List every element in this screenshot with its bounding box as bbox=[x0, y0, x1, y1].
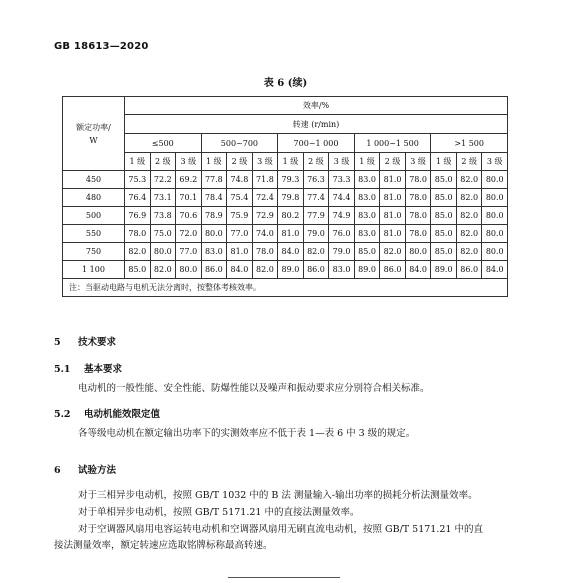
efficiency-cell: 76.3 bbox=[303, 171, 329, 189]
efficiency-cell: 80.0 bbox=[176, 261, 202, 279]
efficiency-table bbox=[62, 96, 508, 297]
efficiency-cell: 78.9 bbox=[201, 207, 227, 225]
efficiency-cell: 82.0 bbox=[380, 243, 406, 261]
efficiency-cell: 85.0 bbox=[354, 243, 380, 261]
efficiency-cell: 85.0 bbox=[431, 243, 457, 261]
efficiency-cell: 77.8 bbox=[201, 171, 227, 189]
power-header-line: W bbox=[89, 135, 98, 145]
grade-header: 1 级 bbox=[125, 153, 151, 171]
efficiency-cell: 85.0 bbox=[431, 225, 457, 243]
efficiency-cell: 84.0 bbox=[482, 261, 508, 279]
efficiency-cell: 72.9 bbox=[252, 207, 278, 225]
power-cell: 480 bbox=[63, 189, 125, 207]
section-title: 电动机能效限定值 bbox=[84, 409, 161, 420]
section-number: 5.1 bbox=[54, 364, 71, 375]
speed-range-header: ≤500 bbox=[125, 134, 202, 153]
efficiency-cell: 76.0 bbox=[329, 225, 355, 243]
efficiency-cell: 81.0 bbox=[278, 225, 304, 243]
efficiency-cell: 69.2 bbox=[176, 171, 202, 189]
efficiency-cell: 89.0 bbox=[278, 261, 304, 279]
efficiency-cell: 78.0 bbox=[405, 207, 431, 225]
grade-header: 1 级 bbox=[354, 153, 380, 171]
efficiency-cell: 82.0 bbox=[150, 261, 176, 279]
efficiency-cell: 78.0 bbox=[125, 225, 151, 243]
efficiency-cell: 82.0 bbox=[252, 261, 278, 279]
power-cell: 550 bbox=[63, 225, 125, 243]
efficiency-cell: 85.0 bbox=[125, 261, 151, 279]
grade-header: 2 级 bbox=[380, 153, 406, 171]
efficiency-cell: 85.0 bbox=[431, 207, 457, 225]
efficiency-cell: 74.8 bbox=[227, 171, 253, 189]
table-note-row bbox=[63, 279, 508, 297]
section-6-text-3-line-2: 接法测量效率，额定转速应选取铭牌标称最高转速。 bbox=[54, 540, 273, 551]
efficiency-cell: 81.0 bbox=[380, 171, 406, 189]
efficiency-cell: 75.9 bbox=[227, 207, 253, 225]
section-6-text-1: 对于三相异步电动机，按照 GB/T 1032 中的 B 法 测量输入-输出功率的损耗分析法测量效率。 bbox=[78, 490, 478, 501]
section-number: 6 bbox=[54, 465, 61, 476]
efficiency-cell: 80.0 bbox=[405, 243, 431, 261]
efficiency-cell: 83.0 bbox=[354, 207, 380, 225]
efficiency-cell: 82.0 bbox=[303, 243, 329, 261]
speed-range-header: >1 500 bbox=[431, 134, 508, 153]
section-title: 技术要求 bbox=[78, 337, 117, 348]
efficiency-cell: 74.9 bbox=[329, 207, 355, 225]
power-cell: 1 100 bbox=[63, 261, 125, 279]
grade-header: 3 级 bbox=[482, 153, 508, 171]
section-6-text-2: 对于单相异步电动机，按照 GB/T 5171.21 中的直接法测量效率。 bbox=[78, 507, 360, 518]
table-row bbox=[63, 261, 508, 279]
efficiency-cell: 89.0 bbox=[431, 261, 457, 279]
efficiency-cell: 72.0 bbox=[176, 225, 202, 243]
efficiency-cell: 71.8 bbox=[252, 171, 278, 189]
efficiency-cell: 73.1 bbox=[150, 189, 176, 207]
efficiency-cell: 80.0 bbox=[201, 225, 227, 243]
grade-header: 1 级 bbox=[278, 153, 304, 171]
efficiency-cell: 76.4 bbox=[125, 189, 151, 207]
grade-header: 1 级 bbox=[431, 153, 457, 171]
efficiency-cell: 70.1 bbox=[176, 189, 202, 207]
efficiency-cell: 74.4 bbox=[329, 189, 355, 207]
efficiency-cell: 89.0 bbox=[354, 261, 380, 279]
efficiency-cell: 84.0 bbox=[278, 243, 304, 261]
efficiency-cell: 86.0 bbox=[303, 261, 329, 279]
efficiency-cell: 80.0 bbox=[482, 189, 508, 207]
efficiency-cell: 81.0 bbox=[227, 243, 253, 261]
power-column-header bbox=[63, 97, 125, 171]
section-5-2-text: 各等级电动机在额定输出功率下的实测效率应不低于表 1—表 6 中 3 级的规定。 bbox=[78, 428, 416, 439]
efficiency-cell: 73.3 bbox=[329, 171, 355, 189]
speed-range-header: 1 000~1 500 bbox=[354, 134, 431, 153]
efficiency-cell: 83.0 bbox=[354, 225, 380, 243]
power-cell: 450 bbox=[63, 171, 125, 189]
efficiency-cell: 86.0 bbox=[380, 261, 406, 279]
efficiency-cell: 82.0 bbox=[125, 243, 151, 261]
efficiency-cell: 80.0 bbox=[482, 225, 508, 243]
grade-header: 2 级 bbox=[303, 153, 329, 171]
efficiency-cell: 73.8 bbox=[150, 207, 176, 225]
section-6-text-3 bbox=[54, 522, 538, 554]
efficiency-cell: 86.0 bbox=[201, 261, 227, 279]
efficiency-cell: 76.9 bbox=[125, 207, 151, 225]
section-5-2-heading bbox=[54, 406, 160, 420]
table-title: 表 6 (续) bbox=[263, 78, 308, 89]
efficiency-cell: 86.0 bbox=[456, 261, 482, 279]
efficiency-cell: 78.0 bbox=[405, 225, 431, 243]
speed-range-header: 500~700 bbox=[201, 134, 278, 153]
speed-range-header: 700~1 000 bbox=[278, 134, 355, 153]
efficiency-cell: 85.0 bbox=[431, 171, 457, 189]
section-6-text-3-line-1: 对于空调器风扇用电容运转电动机和空调器风扇用无刷直流电动机，按照 GB/T 5171.21 中的直 bbox=[78, 524, 483, 535]
efficiency-cell: 85.0 bbox=[431, 189, 457, 207]
section-5-heading bbox=[54, 334, 116, 348]
speed-header: 转速 (r/min) bbox=[125, 115, 508, 134]
efficiency-cell: 78.0 bbox=[252, 243, 278, 261]
efficiency-header: 效率/% bbox=[125, 97, 508, 115]
section-title: 基本要求 bbox=[84, 364, 123, 375]
efficiency-cell: 80.0 bbox=[482, 207, 508, 225]
grade-header: 3 级 bbox=[405, 153, 431, 171]
efficiency-cell: 79.3 bbox=[278, 171, 304, 189]
efficiency-cell: 77.9 bbox=[303, 207, 329, 225]
table-row bbox=[63, 207, 508, 225]
efficiency-cell: 75.3 bbox=[125, 171, 151, 189]
table-row bbox=[63, 189, 508, 207]
footnote-divider bbox=[228, 577, 340, 578]
efficiency-cell: 83.0 bbox=[201, 243, 227, 261]
efficiency-cell: 75.4 bbox=[227, 189, 253, 207]
efficiency-cell: 79.0 bbox=[303, 225, 329, 243]
grade-header: 3 级 bbox=[176, 153, 202, 171]
efficiency-cell: 82.0 bbox=[456, 207, 482, 225]
grade-header: 2 级 bbox=[456, 153, 482, 171]
efficiency-cell: 78.0 bbox=[405, 189, 431, 207]
efficiency-cell: 79.8 bbox=[278, 189, 304, 207]
power-cell: 500 bbox=[63, 207, 125, 225]
grade-header: 1 级 bbox=[201, 153, 227, 171]
efficiency-cell: 81.0 bbox=[380, 225, 406, 243]
section-number: 5 bbox=[54, 337, 61, 348]
section-5-1-text: 电动机的一般性能、安全性能、防爆性能以及噪声和振动要求应分别符合相关标准。 bbox=[78, 383, 430, 394]
efficiency-cell: 82.0 bbox=[456, 225, 482, 243]
grade-header: 2 级 bbox=[150, 153, 176, 171]
efficiency-cell: 83.0 bbox=[354, 189, 380, 207]
grade-header: 2 级 bbox=[227, 153, 253, 171]
section-6-heading bbox=[54, 462, 116, 476]
efficiency-cell: 70.6 bbox=[176, 207, 202, 225]
table-row bbox=[63, 243, 508, 261]
efficiency-cell: 80.0 bbox=[150, 243, 176, 261]
power-cell: 750 bbox=[63, 243, 125, 261]
efficiency-cell: 83.0 bbox=[329, 261, 355, 279]
efficiency-cell: 72.2 bbox=[150, 171, 176, 189]
efficiency-cell: 79.0 bbox=[329, 243, 355, 261]
efficiency-cell: 78.0 bbox=[405, 171, 431, 189]
efficiency-cell: 82.0 bbox=[456, 189, 482, 207]
efficiency-cell: 77.0 bbox=[227, 225, 253, 243]
efficiency-cell: 80.0 bbox=[482, 243, 508, 261]
standard-code: GB 18613—2020 bbox=[54, 41, 149, 52]
efficiency-cell: 80.2 bbox=[278, 207, 304, 225]
efficiency-cell: 81.0 bbox=[380, 207, 406, 225]
efficiency-cell: 75.0 bbox=[150, 225, 176, 243]
efficiency-cell: 80.0 bbox=[482, 171, 508, 189]
efficiency-cell: 82.0 bbox=[456, 171, 482, 189]
efficiency-cell: 84.0 bbox=[227, 261, 253, 279]
efficiency-cell: 72.4 bbox=[252, 189, 278, 207]
table-row bbox=[63, 171, 508, 189]
efficiency-cell: 84.0 bbox=[405, 261, 431, 279]
table-row bbox=[63, 225, 508, 243]
section-5-1-heading bbox=[54, 361, 122, 375]
efficiency-cell: 83.0 bbox=[354, 171, 380, 189]
power-header-line: 额定功率/ bbox=[76, 122, 111, 132]
efficiency-cell: 74.0 bbox=[252, 225, 278, 243]
grade-header: 3 级 bbox=[252, 153, 278, 171]
efficiency-cell: 77.0 bbox=[176, 243, 202, 261]
efficiency-cell: 82.0 bbox=[456, 243, 482, 261]
efficiency-cell: 81.0 bbox=[380, 189, 406, 207]
grade-header: 3 级 bbox=[329, 153, 355, 171]
section-number: 5.2 bbox=[54, 409, 71, 420]
section-title: 试验方法 bbox=[78, 465, 117, 476]
table-note: 注：当驱动电路与电机无法分离时，按整体考核效率。 bbox=[63, 279, 508, 297]
efficiency-cell: 77.4 bbox=[303, 189, 329, 207]
efficiency-cell: 78.4 bbox=[201, 189, 227, 207]
